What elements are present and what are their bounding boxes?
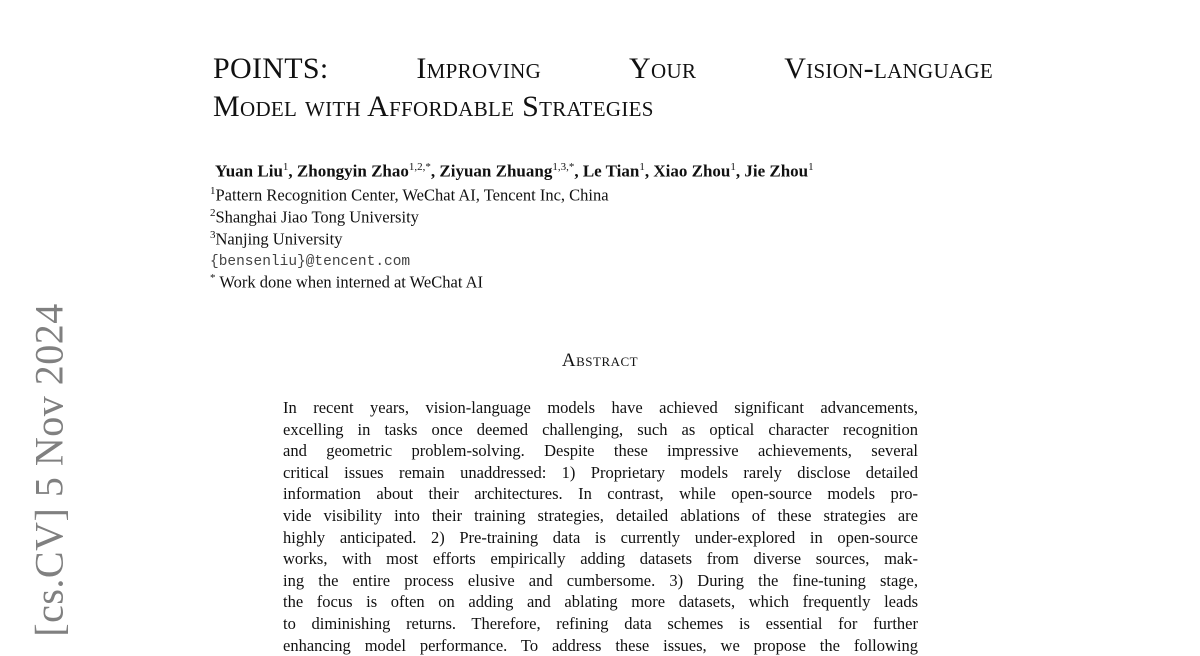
author-affiliation-mark: 1,2,*: [408, 161, 431, 173]
affiliation-2: [210, 207, 419, 228]
author-affiliation-mark: 1: [730, 161, 736, 173]
author-affiliation-mark: 1: [808, 161, 814, 173]
abstract-line: highly anticipated. 2) Pre-training data is currently under-explored in open-source: [283, 527, 918, 547]
author-name: Ziyuan Zhuang: [439, 161, 553, 181]
footnote-text: Work done when interned at WeChat AI: [219, 272, 484, 292]
abstract-line: the focus is often on adding and ablating more datasets, which frequently leads: [283, 592, 918, 612]
abstract-heading: Abstract: [561, 350, 639, 371]
author-name: Le Tian: [582, 161, 640, 181]
abstract-line: ing the entire process elusive and cumbersome. 3) During the fine-tuning stage,: [283, 570, 918, 590]
paper-title: [213, 50, 993, 126]
author-affiliation-mark: 1: [282, 161, 289, 173]
affiliation-mark: 2: [210, 207, 216, 219]
author-affiliation-mark: 1: [639, 161, 645, 173]
abstract-body: [283, 397, 918, 656]
title-word: Your: [629, 52, 697, 85]
affiliation-mark: 3: [210, 229, 216, 241]
author-list: Yuan Liu$^1$, Zhongyin Zhao$^{1,2,*}$, Ziyuan Zhuang$^{1,3,*}$, Le Tian$^1$, Xiao Zhou$^1$, Jie Zhou$^1$: [215, 161, 814, 181]
title-line-1: [213, 50, 993, 88]
abstract-line: and geometric problem-solving. Despite these impressive achievements, several: [283, 441, 918, 461]
title-word: POINTS:: [213, 52, 329, 85]
affiliation-text: Pattern Recognition Center, WeChat AI, Tencent Inc, China: [215, 185, 609, 205]
affiliation-text: Nanjing University: [215, 229, 343, 249]
arxiv-id-text: [cs.CV] 5 Nov 2024: [26, 303, 72, 637]
author-affiliation-mark: 1,3,*: [552, 161, 575, 173]
abstract-line: In recent years, vision-language models have achieved significant advancements,: [283, 398, 918, 417]
affiliation-1: [210, 185, 609, 206]
author-name: Yuan Liu: [215, 161, 283, 181]
contact-email[interactable]: {bensenliu}@tencent.com: [210, 254, 411, 270]
abstract-line: works, with most efforts empirically adding datasets from diverse sources, mak-: [283, 549, 918, 569]
abstract-line: to diminishing returns. Therefore, refining data schemes is essential for further: [283, 613, 918, 633]
footnote-internship: [210, 272, 483, 293]
abstract-line: enhancing model performance. To address these issues, we propose the following: [283, 635, 918, 655]
author-name: Xiao Zhou: [653, 161, 731, 181]
affiliation-mark: 1: [210, 185, 216, 197]
abstract-line: vide visibility into their training strategies, detailed ablations of these strategies are: [283, 505, 918, 525]
title-word: Vision-language: [784, 52, 993, 85]
abstract-line: critical issues remain unaddressed: 1) Proprietary models rarely disclose detailed: [283, 462, 918, 482]
affiliation-3: [210, 229, 342, 250]
abstract-line: excelling in tasks once deemed challenging, such as optical character recognition: [283, 419, 918, 439]
title-line-2: Model with Affordable Strategies: [213, 90, 654, 123]
affiliation-text: Shanghai Jiao Tong University: [215, 207, 419, 227]
author-name: Jie Zhou: [744, 161, 809, 181]
footnote-mark: *: [210, 272, 216, 284]
author-name: Zhongyin Zhao: [296, 161, 409, 181]
abstract-line: information about their architectures. In contrast, while open-source models pro-: [283, 484, 918, 504]
title-word: Improving: [416, 52, 542, 85]
